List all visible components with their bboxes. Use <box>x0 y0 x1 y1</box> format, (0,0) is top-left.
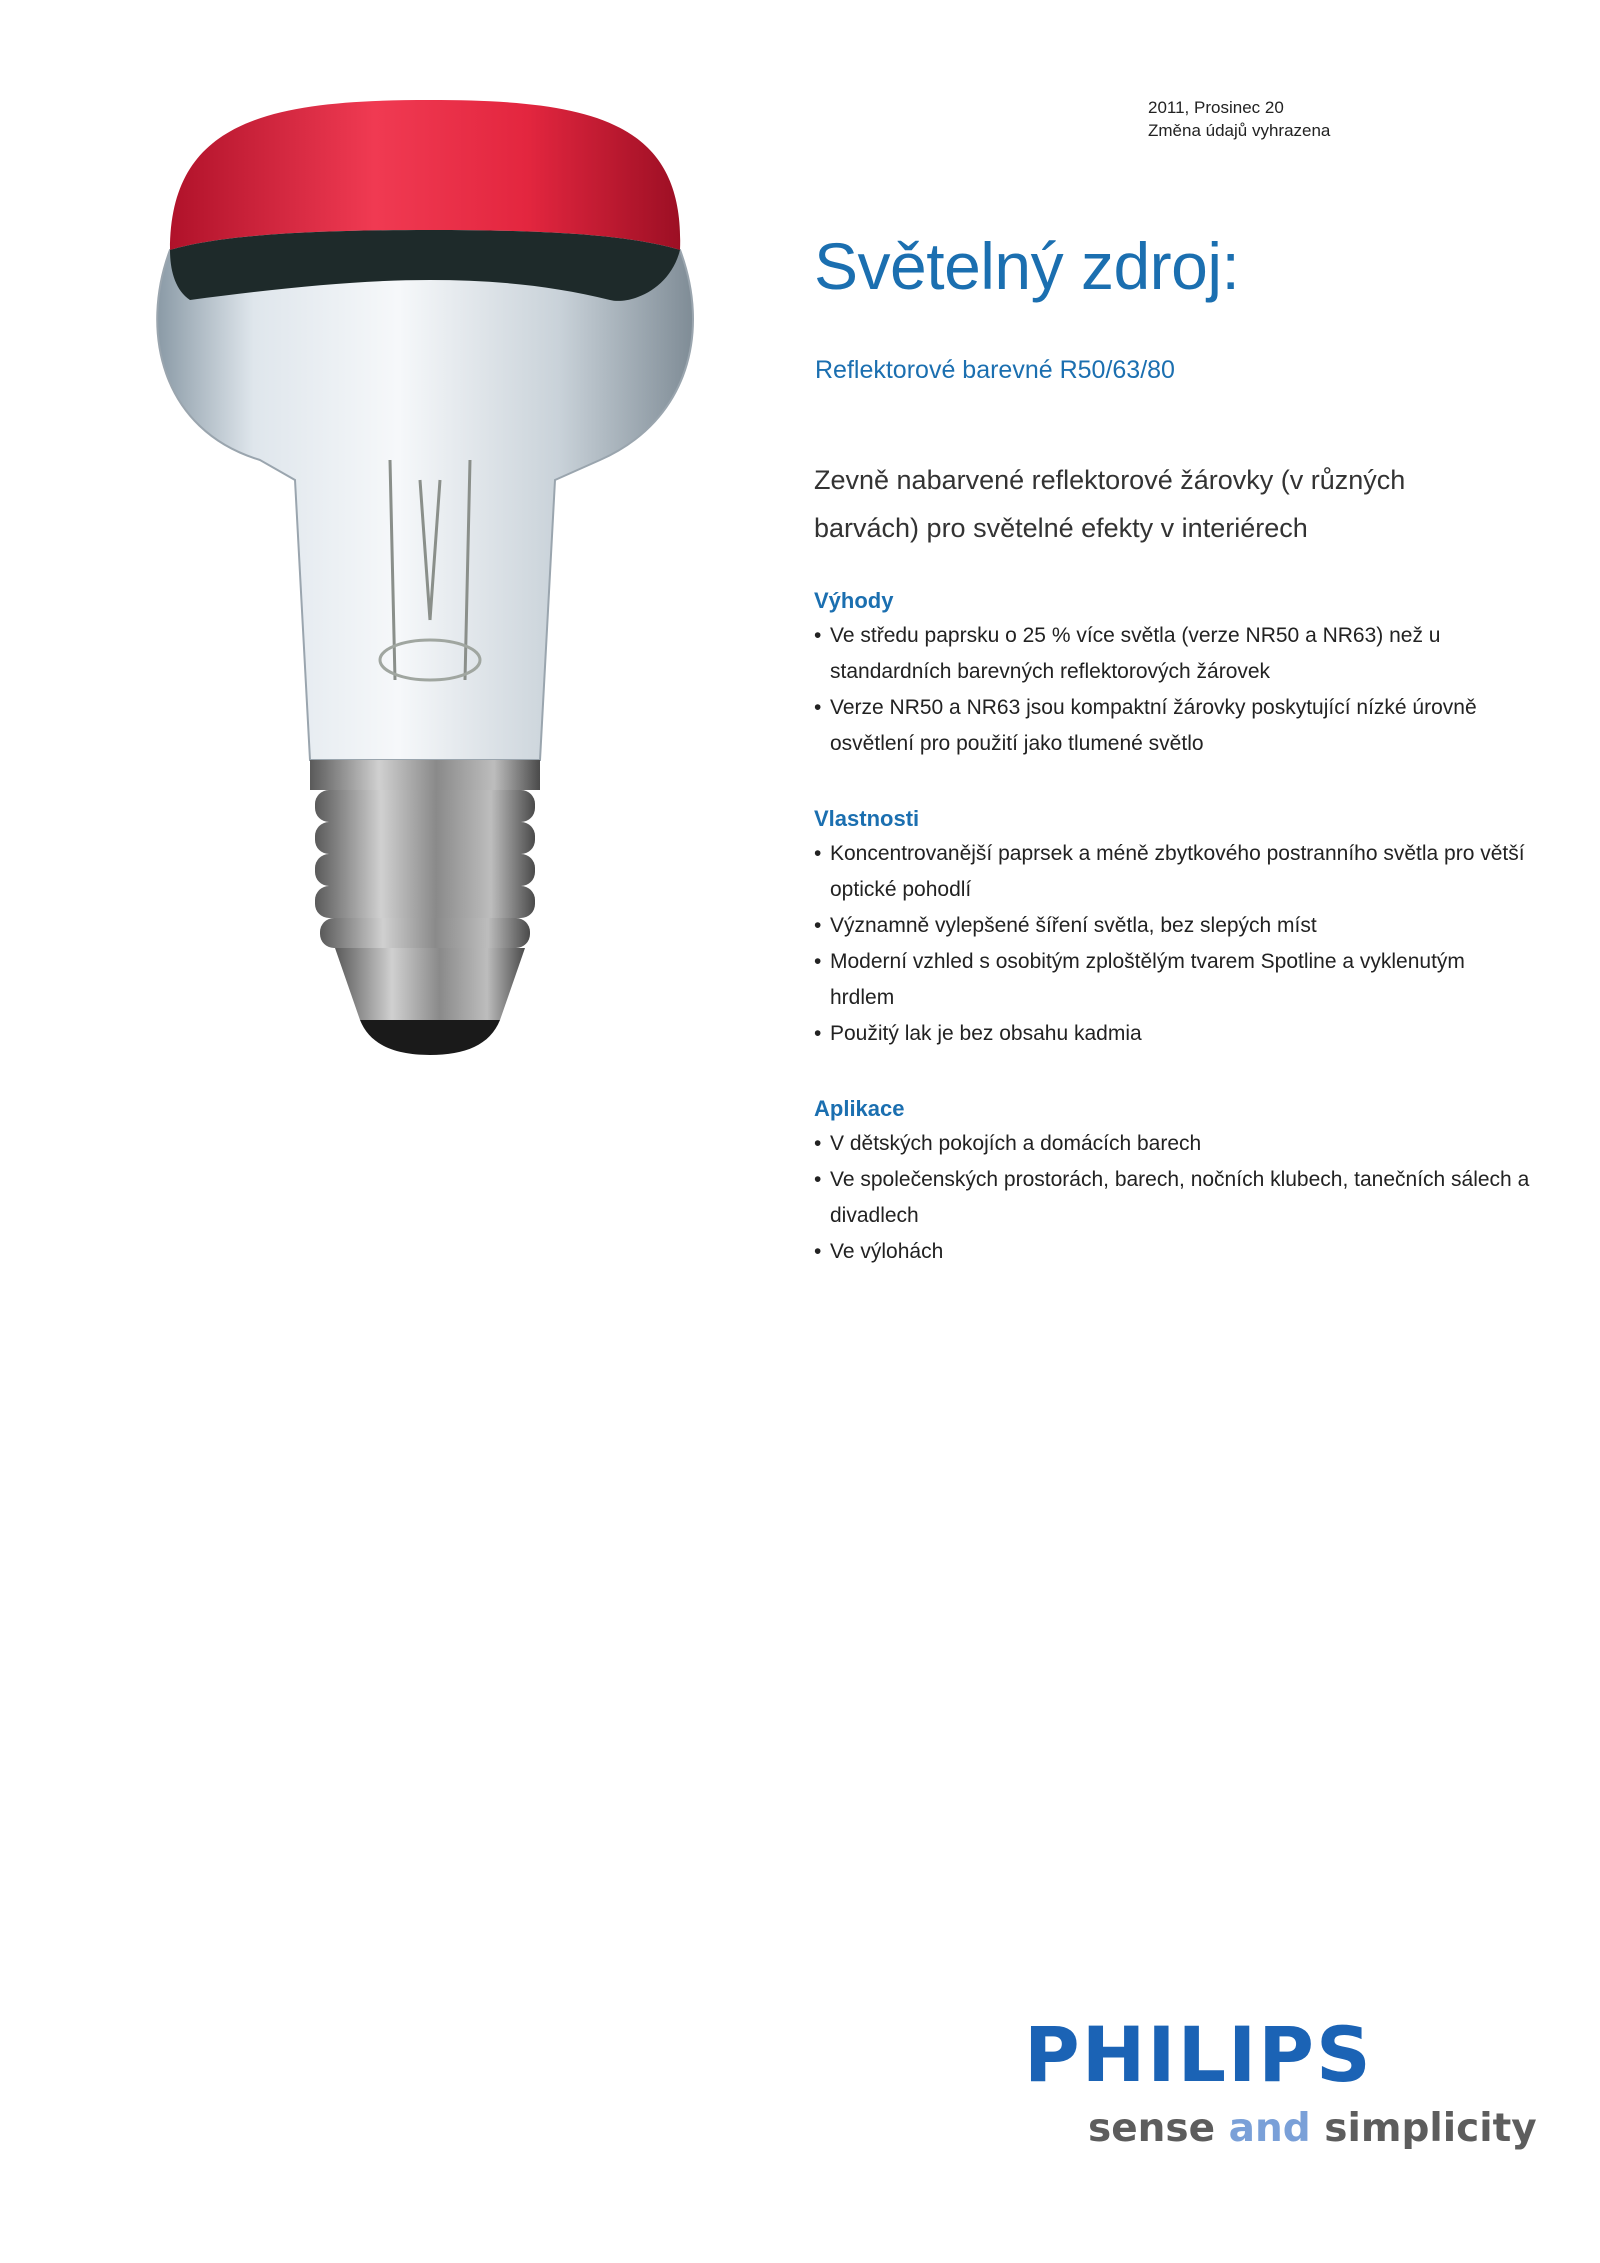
intro-text: Zevně nabarvené reflektorové žárovky (v různých barvách) pro světelné efekty v interiérech <box>814 465 1406 543</box>
list-item: • Koncentrovanější paprsek a méně zbytkového postranního světla pro větší optické pohodlí <box>814 836 1534 908</box>
list-item: • Verze NR50 a NR63 jsou kompaktní žárovky poskytující nízké úrovně osvětlení pro použití jako tlumené světlo <box>814 690 1534 762</box>
section-heading: Aplikace <box>814 1096 905 1121</box>
product-bulb-image <box>130 100 750 1080</box>
tagline-and: and <box>1228 2106 1311 2151</box>
list-item: • Ve společenských prostorách, barech, nočních klubech, tanečních sálech a divadlech <box>814 1162 1534 1234</box>
page-subtitle: Reflektorové barevné R50/63/80 <box>815 356 1175 384</box>
section-benefits <box>814 588 1534 762</box>
list-item: • Moderní vzhled s osobitým zploštělým tvarem Spotline a vyklenutým hrdlem <box>814 944 1534 1016</box>
document-meta <box>1148 96 1330 142</box>
list-item: • Ve středu paprsku o 25 % více světla (verze NR50 a NR63) než u standardních barevných reflektorových žárovek <box>814 618 1534 690</box>
section-features <box>814 806 1534 1052</box>
document-notice: Změna údajů vyhrazena <box>1148 121 1331 140</box>
section-heading: Vlastnosti <box>814 806 920 831</box>
tagline-part1: sense <box>1088 2106 1229 2151</box>
section-heading: Výhody <box>814 588 894 613</box>
list-item: • V dětských pokojích a domácích barech <box>814 1126 1534 1162</box>
tagline-part2: simplicity <box>1310 2106 1537 2151</box>
brand-tagline <box>1088 2106 1537 2151</box>
list-item: • Významně vylepšené šíření světla, bez slepých míst <box>814 908 1534 944</box>
list-item: • Ve výlohách <box>814 1234 1534 1270</box>
section-applications <box>814 1096 1534 1270</box>
list-item: • Použitý lak je bez obsahu kadmia <box>814 1016 1534 1052</box>
page-title: Světelný zdroj: <box>814 229 1240 303</box>
philips-logo: PHILIPS <box>1024 2010 1373 2099</box>
document-date: 2011, Prosinec 20 <box>1148 98 1284 117</box>
